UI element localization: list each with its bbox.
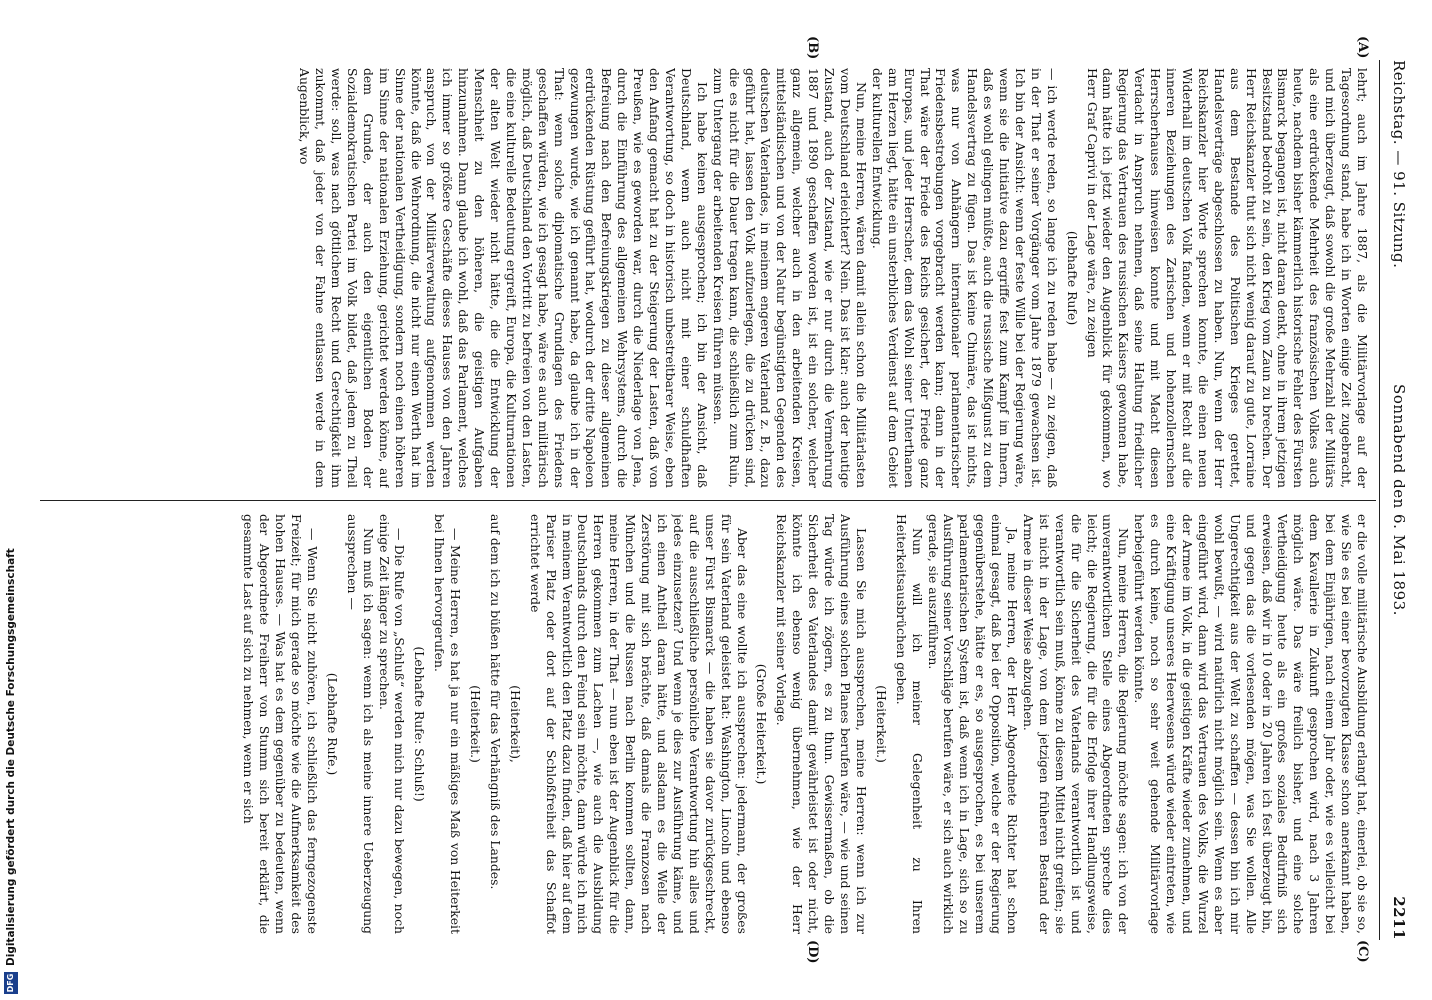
interjection: (Heiterkeit), bbox=[507, 685, 523, 763]
column-divider bbox=[40, 500, 1376, 501]
paragraph: Lassen Sie mich aussprechen, meine Herren: wenn ich zur Ausführung eines solchen Planes berufen wäre, — wie und seinen Tag würde ich zögern, es zu thun. Gewissermaßen, ob die Sicherheit des Vaterlandes damit gewährleistet ist oder nicht, könnte ich ebenso wenig übernehmen, wie der Herr Reichskanzler mit seiner Vorlage. bbox=[774, 514, 869, 934]
credit-text: Digitalisierung gefördert durch die Deutsche Forschungsgemeinschaft bbox=[5, 548, 17, 966]
interjection: (Lebhafte Rufe.) bbox=[324, 672, 340, 776]
interjection: (Heiterkeit.) bbox=[873, 685, 889, 763]
paragraph: Ich habe keinen ausgesprochen; ich bin der Ansicht, daß Deutschland, wenn auch nicht mit einer schuldhaften Verantwortung, so doch in historisch unbestreitbarer Weise, eben den Anfang gemacht hat zu der Steigerung der Lasten, daß von Preußen, wie es geworden war, durch die Niederlage von Jena, durch die Einführung des allgemeinen Wehrsystems, durch die Befreiung nach den Befreiungskriegen zu dieser allgemeinen erdrückenden Rüstung geführt hat, wodurch der dritte Napoleon gezwungen wurde, wie ich genannt habe, da glaube ich in der That: wenn solche diplomatische Grundlagen des Friedens geschaffen würden, wie ich gesagt habe, wäre es auch militärisch möglich, daß Deutschland den Vortritt zu befreien von den Lasten, die eine kulturelle Bedeutung ergreift, Europa, die Kulturnationen der alten Welt wieder nicht hätte, die die Entwicklung der Menschheit zu den höheren, die geistigen Aufgaben hinzunahmen. Dann glaube ich wohl, daß das Parlament, welches ich immer so größere Geschäfte dieses Hauses von den Jahren anspruch, von der Militärverwaltung aufgenommen werden könnte, daß die Wehrordnung, die nicht nur einen Werth hat im Sinne der nationalen Vertheidigung, sondern noch einen höheren im Sinne der nationalen Erziehung, gerichtet werden könne, auf dem Grunde, der auch den eigentlichen Boden der Sozialdemokratischen Partei im Volk bildet, daß jedem zu Theil werde: soll, was nach göttlichem Recht und Gerechtigkeit ihm zukommt, daß jeder von der Fahne entlassen werde in dem Augenblick, wo bbox=[297, 68, 710, 488]
margin-marker-d: (D) bbox=[805, 940, 820, 964]
right-column bbox=[25, 514, 1370, 934]
margin-marker-c: (C) bbox=[1355, 940, 1370, 963]
paragraph: Nun muß ich sagen: wenn ich als meine innere Ueberzeugung aussprechen — bbox=[344, 514, 376, 934]
margin-marker-b: (B) bbox=[805, 36, 820, 60]
margin-marker-a: (A) bbox=[1355, 36, 1370, 59]
paragraph: Nun, meine Herren, die Regierung möchte sagen: ich von der unverantwortlichen Stelle eines Abgeordneten spreche dies leicht; die Regierung, die für die Erfolge ihrer Handlungsweise, die für die Sicherheit des Vaterlands verantwortlich ist und verantwortlich sein muß, könne zu diesem Mittel nicht greifen; sie ist nicht in der Lage, von dem jetzigen früheren Bestand der Armee in dieser Weise abzugehen. bbox=[1020, 514, 1132, 934]
page-number: 2211 bbox=[1390, 896, 1408, 940]
paragraph: lehrt; auch im Jahre 1887, als die Militärvorlage auf der Tagesordnung stand, habe ich in Worten einige Zeit zugebracht, und mich überzeugt, daß sowohl die große Mehrzahl der Militärs als eine erdrückende Mehrheit des französischen Volkes auch heute, nachdem bisher kämmerlich historische Fehler des Fürsten Bismarck begangen ist, nicht daran denkt, ohne in ihrem jetzigen Besitzstand bedroht zu sein, den Krieg vom Zaun zu brechen. Der Herr Reichskanzler thut sich nicht wenig darauf zu gute, Lorraine aus dem Bestande des Politischen Krieges gerettet, Handelsverträge abgeschlossen zu haben. Nun, wenn der Herr Reichskanzler hier Worte sprechen konnte, die einen neuen Widerhall im deutschen Volk fanden, wenn er mit Recht auf die inneren Beziehungen des Zarischen und hohenzollernschen Herrscherhauses hinweisen konnte und mit Macht diesen Verdacht in Anspruch nehmen, daß seine Haltung friedlicher Regierung das Vertrauen des russischen Kaisers gewonnen habe, dann hätte ich jetzt wieder den Augenblick für gekommen, wo Herr Graf Caprivi in der Lage wäre, zu zeigen bbox=[1084, 68, 1370, 488]
page-header bbox=[1378, 60, 1414, 940]
header-date: Sonnabend den 6. Mai 1893. bbox=[1390, 384, 1408, 616]
header-rule bbox=[1379, 60, 1380, 940]
header-session: Reichstag. — 91. Sitzung. bbox=[1390, 60, 1408, 269]
paragraph: auf dem ich zu büßen hätte für das Verhängniß des Landes. bbox=[487, 514, 503, 890]
paragraph: Nun will ich meiner Gelegenheit zu Ihren Heiterkeitsausbrüchen geben. bbox=[893, 514, 925, 934]
paragraph: — Meine Herren, es hat ja nur ein mäßiges Maß von Heiterkeit bei Ihnen hervorgerufen. bbox=[432, 514, 464, 934]
paragraph: — Wenn Sie nicht zuhören, ich schließlich das ferngezogenste Freizeit; für mich gerade so möchte wie die Aufmerksamkeit des hohen Hauses. — Was hat es dem gegenüber zu bedeuten, wenn der Abgeordnete Freiherr von Stumm sich bereit erklärt, die gesammte Last auf sich zu nehmen, wenn er sich bbox=[241, 514, 320, 934]
interjection: (Heiterkeit.) bbox=[468, 685, 484, 763]
digitization-credit bbox=[0, 0, 22, 1000]
paragraph: Aber das eine wollte ich aussprechen: jedermann, der großes für sein Vaterland geleistet hat: Washington, Lincoln und ebenso unser Fürst Bismarck — die haben sie davor zurückgeschreckt, auf die ausschließliche persönliche Verantwortung hin alles und jedes einzusetzen? Und wenn je dies zur Ausführung käme, und ich einen Antheil daran hätte, und alsdann es die Welle der Zerstörung mit sich brächte, daß damals die Franzosen nach München und die Russen nach Berlin kommen sollten, dann, meine Herren, in der That — nun eben ist der Augenblick für die Herren gekommen zum Lachen —, wie auch die Ausbildung Deutschlands durch den Feind sein möchte, dann würde ich mich in meinem Verantwortlich den Platz dazu finden, daß hier auf dem Pariser Platz oder dort auf der Schloßfreiheit das Schaffot errichtet werde bbox=[527, 514, 750, 934]
interjection: (lebhafte Rufe) bbox=[1064, 230, 1080, 326]
paragraph: — ich werde reden, so lange ich zu reden habe — zu zeigen, daß in der That er seiner Vorgänger vom Jahre 1879 gewachsen ist. Ich bin der Ansicht: wenn der feste Wille bei der Regierung wäre, wenn sie die Initiative dazu ergriffe fest zum Kampf im Innern, daß es wohl gelingen müßte, auch die russische Mißgunst zu dem Handelsvertrag zu fügen. Das ist keine Chimäre, das ist nichts, was nur von Anhängern internationaler parlamentarischer Friedensbestrebungen vorgebracht werden kann; dann in der That wäre der Friede des Reichs gesichert, der Friede ganz Europas, und jeder Herrscher, dem das Wohl seiner Unterthanen am Herzen liegt, hätte ein unsterbliches Verdienst auf dem Gebiet der kulturellen Entwicklung. bbox=[869, 68, 1060, 488]
left-column bbox=[25, 68, 1370, 488]
paragraph: Nun, meine Herren, wären damit allein schon die Militärlasten vom Deutschland erleichtert? Nein. Das ist klar: auch der heutige Zustand, auch der Zustand, wie er nur durch die Vermehrung 1887 und 1890 geschaffen worden ist, ist ein solcher, welcher ganz allgemein, welcher auch in den arbeitenden Kreisen, mittelständischen und von der Natur begünstigten Gegenden des deutschen Vaterlandes, in meinem engeren Vaterland z. B., dazu geführt hat, lassen den Volk aufzuerlegen, die zu drücken sind, die es nicht für die Dauer tragen kann, die schließlich zum Ruin, zum Untergang der arbeitenden Kreisen führen müssen. bbox=[710, 68, 869, 488]
paragraph: Ja, meine Herren, der Herr Abgeordnete Richter hat schon einmal gesagt, daß bei der Opposition, welche er der Regierung gegenüberstehe, hätte er es, so ausgesprochen, es bei unserem parlamentarischen System ist, daß wenn ich in Lage, sich so zu Ausführung seiner Vorschläge berufen wäre, er sich auch wirklich gerade, sie auszuführen. bbox=[925, 514, 1021, 934]
interjection: (Lebhafte Rufe: Schluß!) bbox=[412, 646, 428, 802]
dfg-logo: DFG bbox=[4, 972, 18, 994]
interjection: (Große Heiterkeit.) bbox=[754, 663, 770, 785]
paragraph: er die volle militärische Ausbildung erlangt hat, einerlei, ob sie so, wie Sie es bei einer bevorzugten Klasse schon anerkannt haben, bei dem Einjährigen, nach einem Jahr oder, wie es vielleicht bei dem Kavallerie in Zukunft gesprochen wird, nach 3 Jahren möglich wäre. Das wäre freilich bisher, und eine solche Vertheidigung heute als ein großes soziales Bedürfniß sich erweisen, daß wir in 10 oder in 20 Jahren ich fest überzeugt bin, und gegen das die vorlesenden mögen, was Sie wollen. Alle Ungerechtigkeit aus der Welt zu schaffen — dessen bin ich mir wohl bewußt, — wird natürlich nicht möglich sein. Wenn es aber eingeführt wird, dann wird das Vertrauen des Volks, die Wurzel der Armee im Volk, in die geistigen Kräfte wieder zunehmen, und eine Kräftigung unseres Heerwesens würde wieder eintreten, wie es durch keine, noch so sehr weit gehende Militärvorlage herbeigeführt werden könnte. bbox=[1132, 514, 1370, 934]
paragraph: — Die Rufe von „Schluß“ werden mich nur dazu bewegen, noch einige Zeit länger zu sprechen. bbox=[376, 514, 408, 934]
